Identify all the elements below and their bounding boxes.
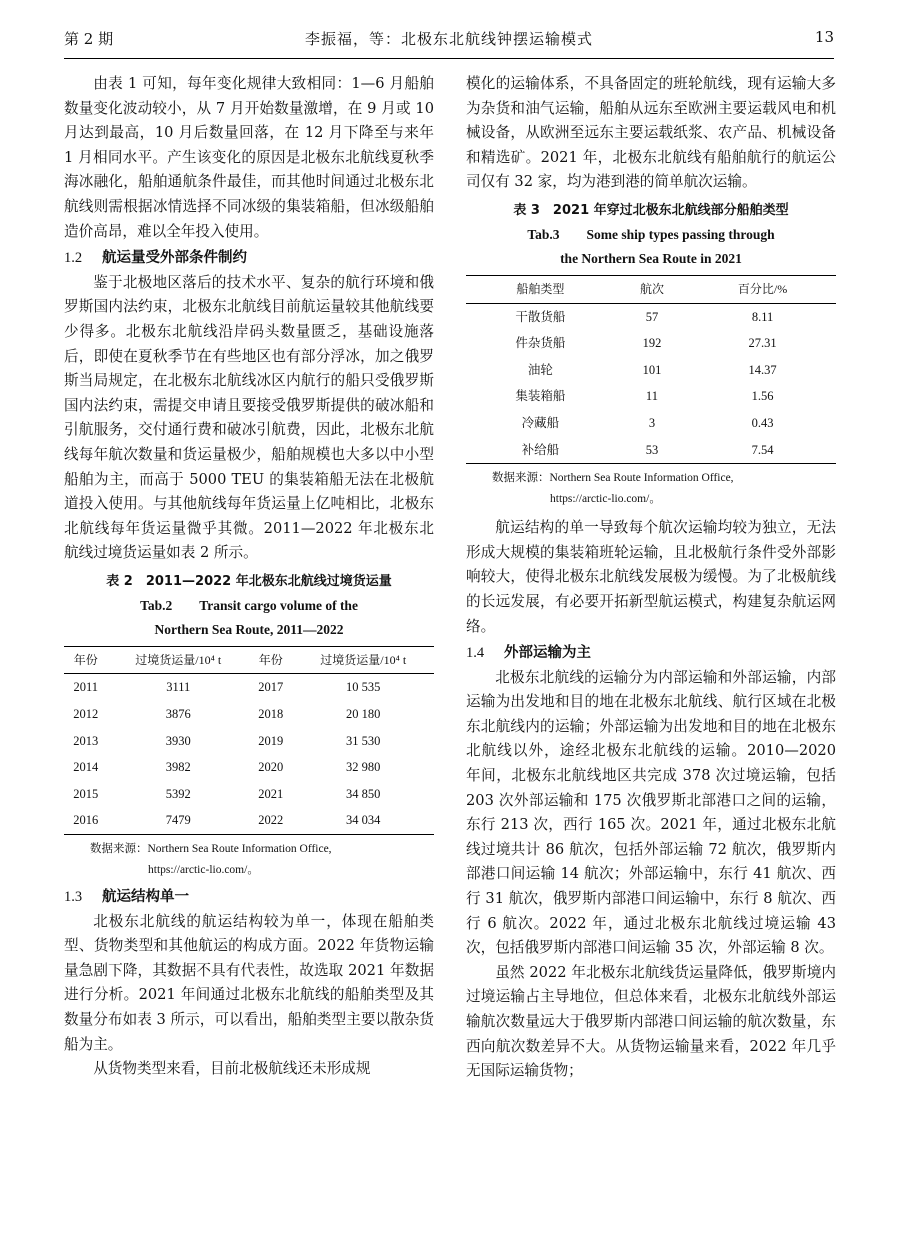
table-3 [466, 199, 836, 510]
table-caption-en: Tab.3 Some ship types passing through [527, 226, 775, 242]
table-caption-en: Northern Sea Route, 2011—2022 [154, 621, 344, 637]
table-caption-cn: 表 3 2021 年穿过北极东北航线部分船舶类型 [513, 202, 789, 218]
paragraph: 北极东北航线的运输分为内部运输和外部运输，内部运输为出发地和目的地在北极东北航线、航行区域在北极东北航线内的运输；外部运输为出发地和目的地在北极东北航线以外，途经北极东北航线的运输。2010—2020 年间，北极东北航线地区共完成 378 次过境运输，包括 203 次外部运输和 175 次俄罗斯北部港口之间的运输，东行 213 次，西行 165 次。2021 年，通过北极东北航线过境共计 86 航次，包括外部运输 72 航次，俄罗斯内部港口间运输 14 航次；外部运输中，东行 41 航次、西行 31 航次，俄罗斯内部港口间运输中，东行 8 航次、西行 6 航次。2022 年，通过北极东北航线过境运输 43 次，包括俄罗斯内部港口间运输 35 次，外部运输 8 次。 [466, 668, 836, 957]
table-cell: 2017 [258, 680, 284, 695]
data-table [466, 275, 836, 464]
table-cell: 14.37 [748, 362, 777, 377]
table-header-row [64, 646, 434, 674]
section-title: 航运量受外部条件制约 [102, 250, 247, 267]
section-number: 1.3 [64, 889, 83, 906]
table-cell: 干散货船 [515, 309, 566, 324]
table-cell: 2019 [258, 733, 284, 748]
data-table [64, 646, 434, 835]
table-cell: 油轮 [527, 362, 553, 377]
table-row [466, 330, 836, 357]
table-cell: 2020 [258, 760, 284, 775]
table-cell: 5392 [165, 786, 191, 801]
table-caption-en: Tab.2 Transit cargo volume of the [140, 597, 358, 613]
page-header [64, 22, 834, 52]
table-cell: 20 180 [346, 707, 381, 722]
source-line: 数据来源：Northern Sea Route Information Office, [492, 472, 734, 485]
header-rule [64, 58, 834, 59]
paragraph: 从货物类型来看，目前北极航线还未形成规 [93, 1060, 371, 1078]
section-heading [466, 641, 836, 666]
column-header: 百分比/% [737, 281, 788, 296]
table-cell: 集装箱船 [515, 389, 566, 404]
column-header: 航次 [639, 281, 664, 296]
table-row [64, 807, 434, 834]
paragraph: 北极东北航线的航运结构较为单一，体现在船舶类型、货物类型和其他航运的构成方面。2022 年货物运输量急剧下降，其数据不具有代表性，故选取 2021 年数据进行分析。2021 年间通过北极东北航线的船舶类型及其数量分布如表 3 所示，可以看出，船舶类型主要以散杂货船为主。 [64, 912, 434, 1053]
table-row [466, 437, 836, 464]
table-row [466, 303, 836, 330]
paragraph: 模化的运输体系，不具备固定的班轮航线，现有运输大多为杂货和油气运输，船舶从远东至欧洲主要运载风电和机械设备，从欧洲至远东主要运载纸浆、农产品、机械设备和精选矿。2021 年，北极东北航线有船舶航行的航运公司仅有 32 家，均为港到港的简单航次运输。 [466, 75, 836, 191]
column-header: 船舶类型 [516, 281, 565, 296]
table-row [64, 674, 434, 701]
table-cell: 8.11 [751, 309, 774, 324]
table-cell: 7479 [165, 813, 191, 828]
table-row [64, 728, 434, 755]
running-title: 李振福，等：北极东北航线钟摆运输模式 [304, 30, 593, 48]
right-column [466, 72, 836, 1084]
table-cell: 34 034 [346, 813, 381, 828]
table-cell: 3111 [166, 680, 191, 695]
table-cell: 1.56 [751, 389, 774, 404]
table-source [64, 839, 434, 881]
paragraph: 虽然 2022 年北极东北航线货运量降低，俄罗斯境内过境运输占主导地位，但总体来看，北极东北航线外部运输航次数量远大于俄罗斯内部港口间运输的航次数量，东西向航次数差异不大。从货物运输量来看，2022 年几乎无国际运输货物； [466, 963, 836, 1080]
table-cell: 101 [642, 362, 662, 377]
left-column [64, 72, 434, 1082]
section-number: 1.4 [466, 645, 485, 662]
column-header: 年份 [73, 652, 98, 667]
source-line: https://arctic-lio.com/。 [148, 864, 259, 877]
table-row [466, 410, 836, 437]
table-row [64, 781, 434, 808]
table-source [466, 468, 836, 510]
table-cell: 57 [645, 309, 659, 324]
table-cell: 53 [645, 442, 659, 457]
table-row [64, 754, 434, 781]
table-row [466, 357, 836, 384]
table-row [64, 701, 434, 728]
table-cell: 3 [648, 415, 656, 430]
table-caption-en: the Northern Sea Route in 2021 [560, 250, 742, 266]
table-cell: 3930 [165, 733, 191, 748]
table-cell: 补给船 [521, 442, 560, 457]
section-heading [64, 246, 434, 271]
table-cell: 冷藏船 [521, 415, 560, 430]
table-caption-cn: 表 2 2011—2022 年北极东北航线过境货运量 [106, 573, 392, 589]
section-title: 航运结构单一 [102, 889, 189, 906]
table-cell: 11 [645, 389, 658, 404]
page-number: 13 [814, 28, 834, 46]
column-header: 年份 [258, 652, 283, 667]
table-cell: 2021 [258, 786, 284, 801]
table-cell: 2013 [73, 733, 99, 748]
table-cell: 2014 [73, 760, 99, 775]
paragraph: 航运结构的单一导致每个航次运输均较为独立，无法形成大规模的集装箱班轮运输，且北极航行条件受外部影响较大，使得北极东北航线发展极为缓慢。为了北极航线的长远发展，有必要开拓新型航运模式，构建复杂航运网络。 [466, 519, 836, 635]
table-cell: 2016 [73, 813, 99, 828]
paragraph: 鉴于北极地区落后的技术水平、复杂的航行环境和俄罗斯国内法约束，北极东北航线目前航运量较其他航线要少得多。北极东北航线沿岸码头数量匮乏，基础设施落后，即使在夏秋季节在有些地区也有部分浮冰，加之俄罗斯当局规定，在北极东北航线冰区内航行的船只受俄罗斯国内法约束，需提交申请且要接受俄罗斯提供的破冰船和引航服务，交付通行费和破冰引航费，因此，北极东北航线每年航次数量和货运量极少，船舶规模也大多以中小型船舶为主，而高于 5000 TEU 的集装箱船无法在北极航道投入使用。与其他航线每年货运量上亿吨相比，北极东北航线每年货运量微乎其微。2011—2022 年北极东北航线过境货运量如表 2 所示。 [64, 273, 434, 562]
table-cell: 2012 [73, 707, 99, 722]
table-cell: 27.31 [748, 336, 777, 351]
table-cell: 10 535 [346, 680, 381, 695]
table-2 [64, 570, 434, 881]
table-cell: 2011 [73, 680, 99, 695]
issue-label: 第 2 期 [64, 30, 114, 48]
table-cell: 3982 [165, 760, 191, 775]
table-cell: 34 850 [346, 786, 381, 801]
table-cell: 2015 [73, 786, 99, 801]
table-cell: 件杂货船 [515, 336, 566, 351]
table-cell: 0.43 [751, 415, 774, 430]
source-line: 数据来源：Northern Sea Route Information Office, [90, 843, 332, 856]
table-row [466, 383, 836, 410]
table-cell: 2018 [258, 707, 284, 722]
paragraph: 由表 1 可知，每年变化规律大致相同：1—6 月船舶数量变化波动较小，从 7 月开始数量激增，在 9 月或 10 月达到最高，10 月后数量回落，在 12 月下降至与来年 1 月相同水平。产生该变化的原因是北极东北航线夏秋季海冰融化，船舶通航条件最佳，而其他时间通过北极东北航线则需根据冰情选择不同冰级的集装箱船，但冰级船舶造价高昂，难以全年投入使用。 [64, 75, 434, 240]
source-line: https://arctic-lio.com/。 [550, 493, 661, 506]
table-cell: 7.54 [751, 442, 774, 457]
table-header-row [466, 275, 836, 303]
section-title: 外部运输为主 [504, 645, 591, 662]
section-heading [64, 885, 434, 910]
table-cell: 31 530 [346, 733, 381, 748]
table-cell: 32 980 [346, 760, 381, 775]
table-cell: 2022 [258, 813, 284, 828]
table-cell: 192 [642, 336, 662, 351]
column-header: 过境货运量/10⁴ t [320, 652, 407, 667]
column-header: 过境货运量/10⁴ t [135, 652, 222, 667]
table-cell: 3876 [165, 707, 191, 722]
section-number: 1.2 [64, 250, 83, 267]
